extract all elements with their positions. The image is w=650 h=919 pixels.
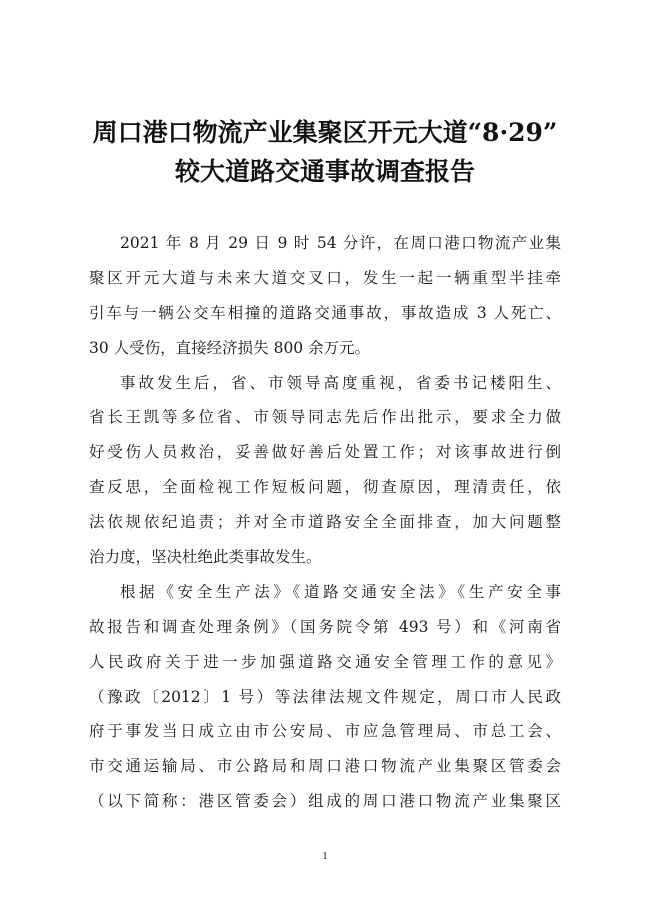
report-title-line-1: 周口港口物流产业集聚区开元大道“8·29”: [92, 118, 558, 147]
text-line: 省长王凯等多位省、市领导同志先后作出批示，要求全力做: [89, 408, 561, 427]
text-line: （豫政〔2012〕1 号）等法律法规文件规定，周口市人民政: [89, 687, 561, 706]
text-line: 府于事发当日成立由市公安局、市应急管理局、市总工会、: [89, 722, 561, 741]
text-line: 引车与一辆公交车相撞的道路交通事故，事故造成 3 人死亡、: [89, 303, 561, 322]
text-line: 查反思，全面检视工作短板问题，彻查原因，理清责任，依: [89, 478, 561, 497]
text-line: 法依规依纪追责；并对全市道路安全全面排查，加大问题整: [89, 513, 561, 532]
text-line: 聚区开元大道与未来大道交叉口，发生一起一辆重型半挂牵: [89, 268, 561, 287]
text-line: 根据《安全生产法》《道路交通安全法》《生产安全事: [120, 582, 561, 601]
text-line: 好受伤人员救治，妥善做好善后处置工作；对该事故进行倒: [89, 443, 561, 462]
text-line: 治力度，坚决杜绝此类事故发生。: [89, 548, 322, 567]
text-line: 事故发生后，省、市领导高度重视，省委书记楼阳生、: [120, 373, 561, 392]
text-line: （以下简称：港区管委会）组成的周口港口物流产业集聚区: [89, 792, 561, 811]
text-line: 故报告和调查处理条例》（国务院令第 493 号）和《河南省: [89, 617, 561, 636]
page-number: 1: [322, 850, 328, 862]
text-line: 30 人受伤，直接经济损失 800 余万元。: [89, 338, 371, 357]
paragraph-legal-basis: [89, 575, 561, 819]
report-body: [89, 226, 561, 819]
paragraph-accident-summary: [89, 226, 561, 366]
text-line: 2021 年 8 月 29 日 9 时 54 分许，在周口港口物流产业集: [120, 234, 561, 252]
text-line: 市交通运输局、市公路局和周口港口物流产业集聚区管委会: [89, 757, 561, 776]
paragraph-leadership-response: [89, 366, 561, 575]
text-line: 人民政府关于进一步加强道路交通安全管理工作的意见》: [89, 652, 561, 671]
report-title-line-2: 较大道路交通事故调查报告: [174, 157, 475, 186]
